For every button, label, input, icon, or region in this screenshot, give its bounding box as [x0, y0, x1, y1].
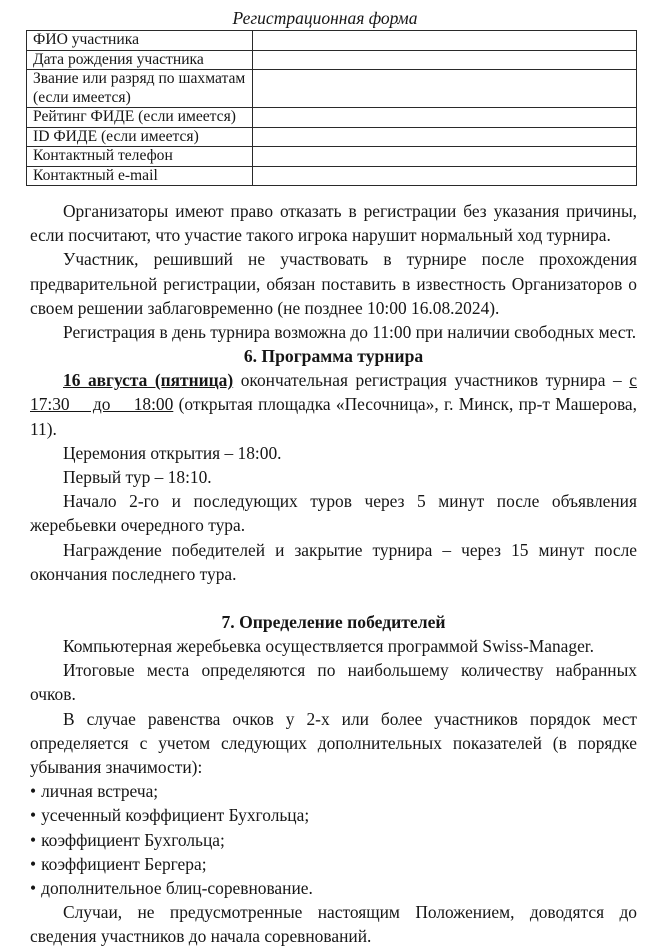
paragraph-same-day-registration: Регистрация в день турнира возможна до 11:00 при наличии свободных мест. — [63, 322, 637, 343]
section-spacer — [30, 586, 637, 610]
paragraph-final-registration — [30, 368, 637, 441]
form-row-full-name — [27, 31, 637, 51]
tiebreak-criterion: • дополнительное блиц-соревнование. — [30, 876, 637, 900]
form-value-fide-id[interactable] — [253, 127, 637, 147]
form-label: Контактный e-mail — [27, 166, 253, 186]
tiebreak-criterion: • усеченный коэффициент Бухгольца; — [30, 803, 637, 827]
awards-closing: Награждение победителей и закрытие турнира – через 15 минут после окончания последнего тура. — [30, 539, 637, 584]
section-6-heading: 6. Программа турнира — [243, 346, 424, 367]
form-row-chess-rank — [27, 70, 637, 108]
form-label: Рейтинг ФИДЕ (если имеется) — [27, 108, 253, 128]
form-row-email — [27, 166, 637, 186]
first-round: Первый тур – 18:10. — [63, 467, 212, 488]
paragraph-withdrawal-notice: Участник, решивший не участвовать в турнире после прохождения предварительной регистрации, обязан поставить в известность Организаторов о своем решении заблаговременно (не позднее 10:00 16.08.2024). — [30, 249, 637, 318]
form-label: Контактный телефон — [27, 147, 253, 167]
tiebreak-intro: В случае равенства очков у 2-х или более участников порядок мест определяется с учетом следующих дополнительных показателей (в порядке убывания значимости): — [30, 708, 637, 778]
form-row-phone — [27, 147, 637, 167]
opening-ceremony: Церемония открытия – 18:00. — [63, 442, 282, 463]
paragraph-refusal-right: Организаторы имеют право отказать в регистрации без указания причины, если посчитают, что участие такого игрока нарушит нормальный ход турнира. — [30, 201, 637, 246]
tiebreak-criteria-list — [30, 779, 637, 900]
document-body — [30, 199, 637, 949]
form-label: ID ФИДЕ (если имеется) — [27, 127, 253, 147]
subsequent-rounds: Начало 2-го и последующих туров через 5 минут после объявления жеребьевки очередного тура. — [30, 491, 637, 536]
registration-form-title: Регистрационная форма — [232, 8, 418, 28]
form-value-chess-rank[interactable] — [253, 70, 637, 108]
form-label: ФИО участника — [27, 31, 253, 51]
form-row-birth-date — [27, 50, 637, 70]
registration-time-range: с 17:30 до 18:00 — [30, 370, 637, 415]
tiebreak-criterion: • коэффициент Бухгольца; — [30, 828, 637, 852]
final-places: Итоговые места определяются по наибольшему количеству набранных очков. — [30, 660, 637, 705]
pairing-software: Компьютерная жеребьевка осуществляется программой Swiss-Manager. — [63, 636, 594, 657]
form-label: Дата рождения участника — [27, 50, 253, 70]
form-value-phone[interactable] — [253, 147, 637, 167]
form-value-fide-rating[interactable] — [253, 108, 637, 128]
registration-text: окончательная регистрация участников турнира – — [233, 370, 622, 391]
section-7-heading: 7. Определение победителей — [221, 612, 446, 633]
tiebreak-criterion: • коэффициент Бергера; — [30, 852, 637, 876]
venue-text: (открытая площадка «Песочница», г. Минск, пр-т Машерова, 11). — [30, 394, 637, 439]
form-label: Звание или разряд по шахматам (если имеется) — [27, 70, 253, 108]
form-row-fide-id — [27, 127, 637, 147]
form-row-fide-rating — [27, 108, 637, 128]
registration-form-table — [26, 30, 637, 186]
form-value-email[interactable] — [253, 166, 637, 186]
closing-paragraph: Случаи, не предусмотренные настоящим Положением, доводятся до сведения участников до начала соревнований. — [30, 902, 637, 947]
form-value-birth-date[interactable] — [253, 50, 637, 70]
event-date: 16 августа (пятница) — [63, 370, 234, 391]
form-value-full-name[interactable] — [253, 31, 637, 51]
tiebreak-criterion: • личная встреча; — [30, 779, 637, 803]
